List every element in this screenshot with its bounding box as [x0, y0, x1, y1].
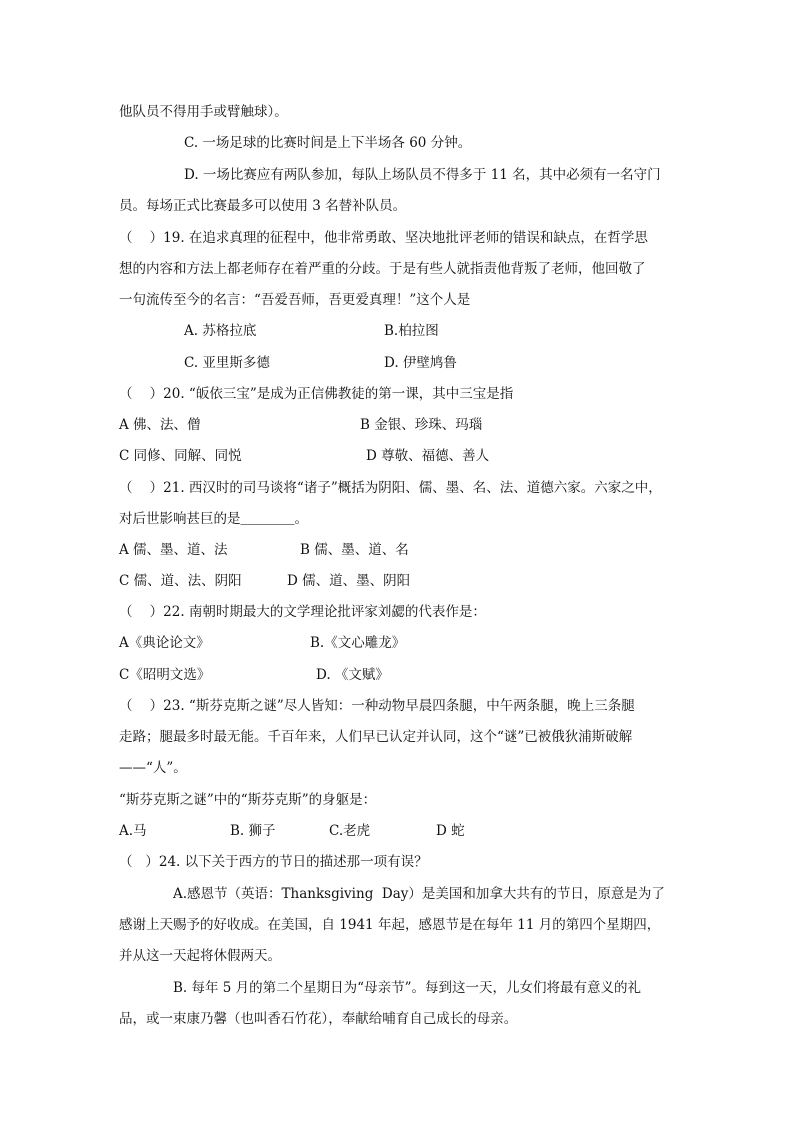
q19-option-a: A. 苏格拉底 — [184, 323, 257, 339]
q24-option-b: B. 每年 5 月的第二个星期日为“母亲节”。每到这一天，儿女们将最有意义的礼 — [173, 980, 641, 996]
q20-option-d: D 尊敬、福德、善人 — [366, 448, 490, 464]
question-23: （ ）23. “斯芬克斯之谜”尽人皆知：一种动物早晨四条腿，中午两条腿，晚上三条腿 — [119, 698, 635, 714]
q22-option-a: A《典论论文》 — [119, 635, 210, 651]
q20-option-c: C 同修、同解、同悦 — [119, 448, 242, 464]
question-21-cont: 对后世影响甚巨的是＿＿＿＿。 — [119, 511, 308, 527]
q21-option-d: D 儒、道、墨、阴阳 — [287, 573, 411, 589]
text-line: 他队员不得用手或臂触球）。 — [119, 104, 288, 120]
q23-option-c: C.老虎 — [329, 823, 371, 839]
q23-option-a: A.马 — [119, 823, 147, 839]
q22-option-c: C《昭明文选》 — [119, 667, 211, 683]
question-19-cont: 一句流传至今的名言：“吾爱吾师，吾更爱真理！”这个人是 — [119, 292, 471, 308]
q24-option-b-cont: 品，或一束康乃馨（也叫香石竹花），奉献给哺育自己成长的母亲。 — [119, 1011, 518, 1027]
q19-option-c: C. 亚里斯多德 — [184, 355, 270, 371]
q20-option-b: B 金银、珍珠、玛瑙 — [360, 417, 483, 433]
question-21: （ ）21. 西汉时的司马谈将“诸子”概括为阴阳、儒、墨、名、法、道德六家。六家之中， — [119, 480, 662, 496]
question-23-cont: ——“人”。 — [119, 760, 187, 776]
question-22: （ ）22. 南朝时期最大的文学理论批评家刘勰的代表作是： — [119, 604, 486, 620]
question-23-prompt: “斯芬克斯之谜”中的“斯芬克斯”的身躯是： — [119, 792, 377, 808]
q21-option-b: B 儒、墨、道、名 — [300, 542, 409, 558]
option-c-line: C. 一场足球的比赛时间是上下半场各 60 分钟。 — [184, 135, 472, 151]
question-19-cont: 想的内容和方法上都老师存在着严重的分歧。于是有些人就指责他背叛了老师，他回敬了 — [119, 261, 646, 277]
q22-option-d: D. 《文赋》 — [316, 667, 389, 683]
q21-option-c: C 儒、道、法、阴阳 — [119, 573, 242, 589]
q22-option-b: B.《文心雕龙》 — [310, 635, 406, 651]
q21-option-a: A 儒、墨、道、法 — [119, 542, 228, 558]
q23-option-b: B. 狮子 — [230, 823, 276, 839]
q20-option-a: A 佛、法、僧 — [119, 417, 201, 433]
question-19: （ ）19. 在追求真理的征程中，他非常勇敢、坚决地批评老师的错误和缺点，在哲学思 — [119, 230, 648, 246]
q19-option-d: D. 伊壁鸠鲁 — [384, 355, 457, 371]
q19-option-b: B.柏拉图 — [384, 323, 439, 339]
text-line: 员。每场正式比赛最多可以使用 3 名替补队员。 — [119, 198, 407, 214]
q24-option-a-cont: 并从这一天起将休假两天。 — [119, 948, 281, 964]
q24-option-a: A.感恩节（英语：Thanksgiving Day）是美国和加拿大共有的节日，原意是为了 — [173, 886, 665, 902]
option-d-line: D. 一场比赛应有两队参加，每队上场队员不得多于 11 名，其中必须有一名守门 — [184, 167, 661, 183]
q23-option-d: D 蛇 — [436, 823, 465, 839]
question-24: （ ）24. 以下关于西方的节日的描述那一项有误？ — [119, 854, 428, 870]
question-23-cont: 走路；腿最多时最无能。千百年来，人们早已认定并认同，这个“谜”已被俄狄浦斯破解 — [119, 729, 633, 745]
q24-option-a-cont: 感谢上天赐予的好收成。在美国，自 1941 年起，感恩节是在每年 11 月的第四个星期四， — [119, 917, 661, 933]
question-20: （ ）20. “皈依三宝”是成为正信佛教徒的第一课，其中三宝是指 — [119, 386, 514, 402]
